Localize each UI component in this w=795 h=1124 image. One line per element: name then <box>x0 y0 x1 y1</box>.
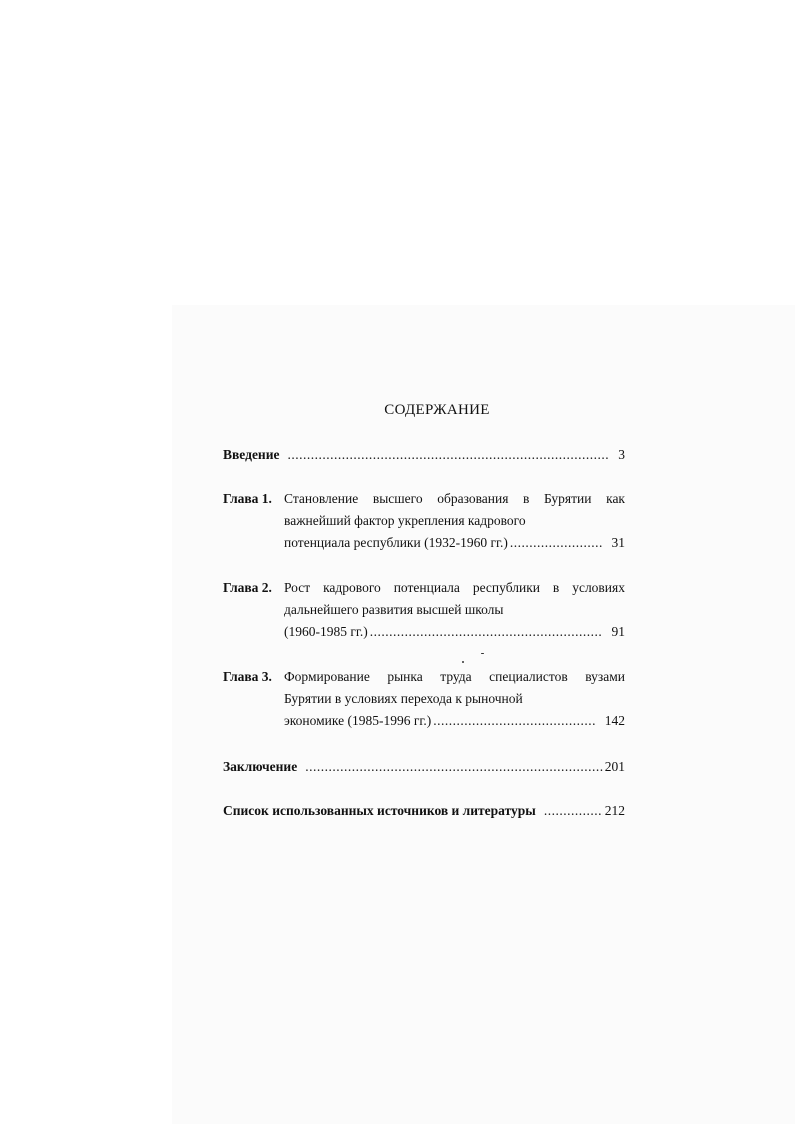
toc-chapter-title-line: Рост кадрового потенциала республики в условиях <box>284 580 625 595</box>
toc-entry-chapter-2 <box>223 577 625 643</box>
toc-label: Глава 1. <box>223 491 272 506</box>
dot-leader <box>305 756 603 778</box>
dot-leader <box>544 800 603 822</box>
toc-page-number: 212 <box>604 803 625 818</box>
toc-page-number: 31 <box>611 535 625 550</box>
toc-page-number: 142 <box>604 713 625 728</box>
scan-speck <box>462 661 464 663</box>
dot-leader <box>510 532 602 554</box>
scan-speck <box>481 653 484 654</box>
toc-entry-introduction <box>223 444 625 466</box>
toc-page-number: 201 <box>604 759 625 774</box>
toc-label: Глава 3. <box>223 669 272 684</box>
toc-chapter-title-line: дальнейшего развития высшей школы <box>284 602 504 617</box>
toc-chapter-title-line: экономике (1985-1996 гг.) <box>284 713 432 728</box>
toc-label: Заключение <box>223 759 298 774</box>
toc-chapter-title-line: потенциала республики (1932-1960 гг.) <box>284 535 508 550</box>
toc-entry-conclusion <box>223 756 625 778</box>
toc-entry-sources <box>223 800 625 822</box>
toc-entry-chapter-1 <box>223 488 625 554</box>
dot-leader <box>287 444 608 466</box>
toc-chapter-title-line: Бурятии в условиях перехода к рыночной <box>284 691 523 706</box>
toc-page-number: 3 <box>618 447 625 462</box>
toc-page-number: 91 <box>611 624 625 639</box>
toc-label: Список использованных источников и литературы <box>223 803 536 818</box>
toc-chapter-title-line: Формирование рынка труда специалистов вузами <box>284 669 625 684</box>
toc-chapter-title-line: (1960-1985 гг.) <box>284 624 368 639</box>
toc-entry-chapter-3 <box>223 666 625 732</box>
dot-leader <box>433 710 594 732</box>
toc-label: Введение <box>223 447 280 462</box>
toc-chapter-title-line: Становление высшего образования в Бурятии как <box>284 491 625 506</box>
toc-chapter-title-line: важнейший фактор укрепления кадрового <box>284 513 526 528</box>
dot-leader <box>370 621 602 643</box>
contents-title: СОДЕРЖАНИЕ <box>384 402 490 418</box>
toc-label: Глава 2. <box>223 580 272 595</box>
